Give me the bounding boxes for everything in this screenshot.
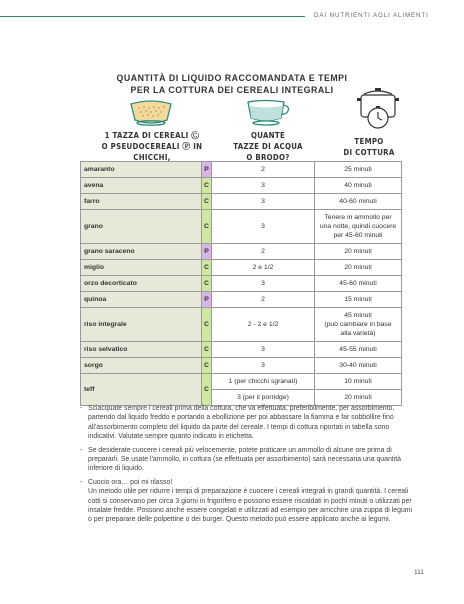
cereal-type: P <box>202 292 212 308</box>
table-row <box>81 342 402 358</box>
table-row <box>81 260 402 276</box>
cereal-type: C <box>202 276 212 292</box>
cereal-name: riso integrale <box>81 308 202 342</box>
liquid-quantity: 3 <box>212 276 315 292</box>
cooking-time: 45-60 minuti <box>315 276 402 292</box>
cooking-time: 40 minuti <box>315 178 402 194</box>
liquid-quantity: 2 <box>212 162 315 178</box>
liquid-quantity: 2 - 2 e 1/2 <box>212 308 315 342</box>
liquid-quantity: 2 <box>212 292 315 308</box>
column-header-time-line1: TEMPO <box>354 137 384 146</box>
cereal-name: avena <box>81 178 202 194</box>
cereal-type: P <box>202 244 212 260</box>
table-row <box>81 374 402 390</box>
note-item <box>80 478 416 525</box>
cooking-time: 25 minuti <box>315 162 402 178</box>
table-title-line2: PER LA COTTURA DEI CEREALI INTEGRALI <box>130 85 334 95</box>
liquid-quantity: 3 <box>212 358 315 374</box>
cooking-time: 20 minuti <box>315 260 402 276</box>
cereal-type: C <box>202 178 212 194</box>
liquid-quantity: 3 <box>212 210 315 244</box>
cereal-type: C <box>202 308 212 342</box>
note-item: - Sciacquate sempre i cereali prima della cottura, che va effettuata, preferibilmente, per assorbimento, partendo dal liquido freddo e portando a ebollizione per poi abbassare la fiamma e far sobbollire fino all'assorbimento completo del liquido da parte del cereale. I tempi di cottura riportati in tabella sono indicativi. Valutate sempre quanto indicato in etichetta. <box>80 404 416 442</box>
cooking-time: 20 minuti <box>315 390 402 406</box>
cereal-name: amaranto <box>81 162 202 178</box>
notes-section <box>80 404 416 529</box>
cooking-time: 10 minuti <box>315 374 402 390</box>
cooking-time: 40-60 minuti <box>315 194 402 210</box>
cereal-name: riso selvatico <box>81 342 202 358</box>
table-row <box>81 358 402 374</box>
cereal-name: grano saraceno <box>81 244 202 260</box>
liquid-quantity: 3 <box>212 342 315 358</box>
cooking-time-line1: 45 minuti <box>344 312 372 319</box>
table-row <box>81 162 402 178</box>
cereal-type: C <box>202 342 212 358</box>
cereal-name: teff <box>81 374 202 406</box>
table-row <box>81 194 402 210</box>
cooking-time-line3: alla varietà) <box>340 330 376 337</box>
column-header-liquid-line3: O BRODO? <box>246 153 290 162</box>
cooking-time: 45-55 minuti <box>315 342 402 358</box>
column-header-time <box>334 136 404 158</box>
cereal-name: sorgo <box>81 358 202 374</box>
liquid-quantity: 3 (per il porridge) <box>212 390 315 406</box>
cooking-time-line1: Tenere in ammollo per <box>324 214 392 221</box>
table-title-line1: QUANTITÀ DI LIQUIDO RACCOMANDATA E TEMPI <box>116 73 348 83</box>
header-rule <box>0 16 305 17</box>
cooking-time-line2: (può cambiare in base <box>324 321 392 328</box>
cooking-time: 30-40 minuti <box>315 358 402 374</box>
cooking-time <box>315 308 402 342</box>
cooking-time: 20 minuti <box>315 244 402 260</box>
cereal-name: quinoa <box>81 292 202 308</box>
column-header-time-line2: DI COTTURA <box>343 148 395 157</box>
cooking-time-line2: una notte, quindi cuocere <box>319 223 397 230</box>
note-item: - Se desiderate cuocere i cereali più velocemente, potete praticare un ammollo di alcune ore prima di prepararli. Se usate l'ammollo, in cottura (se effettuata per assorbimento) sarà necessaria una quantità inferiore di liquido. <box>80 446 416 474</box>
cooking-time <box>315 210 402 244</box>
cereal-type: C <box>202 374 212 406</box>
page-number: 111 <box>414 569 424 576</box>
note-body: Un metodo utile per ridurre i tempi di preparazione è cuocere i cereali integrali in grandi quantità. I cereali cotti si conservano per circa 3 giorni in frigorifero e possono essere riscaldati in pochi minuti o utilizzati per insalate fredde. Possono anche essere congelati e utilizzati ad esempio per arricchire una zuppa di legumi o per preparare delle polpettine o dei burger. Questo metodo può essere applicato anche ai legumi. <box>88 488 413 524</box>
cereal-type: P <box>202 162 212 178</box>
liquid-quantity: 2 e 1/2 <box>212 260 315 276</box>
cereal-type: C <box>202 194 212 210</box>
pot-with-timer-icon <box>355 86 401 130</box>
cereal-type: C <box>202 260 212 276</box>
liquid-quantity: 1 (per chicchi sgranati) <box>212 374 315 390</box>
column-header-liquid <box>226 130 310 163</box>
table-row <box>81 276 402 292</box>
note-heading: - Cuocio ora… poi mi rilasso! <box>88 478 173 486</box>
cooking-table <box>80 161 402 406</box>
cereal-name: orzo decorticato <box>81 276 202 292</box>
column-header-liquid-line1: QUANTE <box>250 131 286 140</box>
column-header-cereals-line1: 1 TAZZA DI CEREALI Ⓒ <box>104 131 200 140</box>
rice-bowl-icon <box>127 96 175 128</box>
cereal-name: miglio <box>81 260 202 276</box>
cooking-time-line3: per 45-60 minuti <box>333 232 383 239</box>
cereal-type: C <box>202 358 212 374</box>
cooking-time: 15 minuti <box>315 292 402 308</box>
cereal-type: C <box>202 210 212 244</box>
cereal-name: farro <box>81 194 202 210</box>
liquid-quantity: 2 <box>212 244 315 260</box>
liquid-quantity: 3 <box>212 178 315 194</box>
column-header-cereals-line2: O PSEUDOCEREALI Ⓟ IN CHICCHI, <box>101 142 203 162</box>
liquid-quantity: 3 <box>212 194 315 210</box>
table-row <box>81 292 402 308</box>
table-row <box>81 244 402 260</box>
cereal-name: grano <box>81 210 202 244</box>
cup-icon <box>244 96 292 128</box>
table-row <box>81 178 402 194</box>
running-header: DAI NUTRIENTI AGLI ALIMENTI <box>314 12 429 19</box>
table-row <box>81 210 402 244</box>
table-row <box>81 308 402 342</box>
column-header-liquid-line2: TAZZE DI ACQUA <box>233 142 303 151</box>
